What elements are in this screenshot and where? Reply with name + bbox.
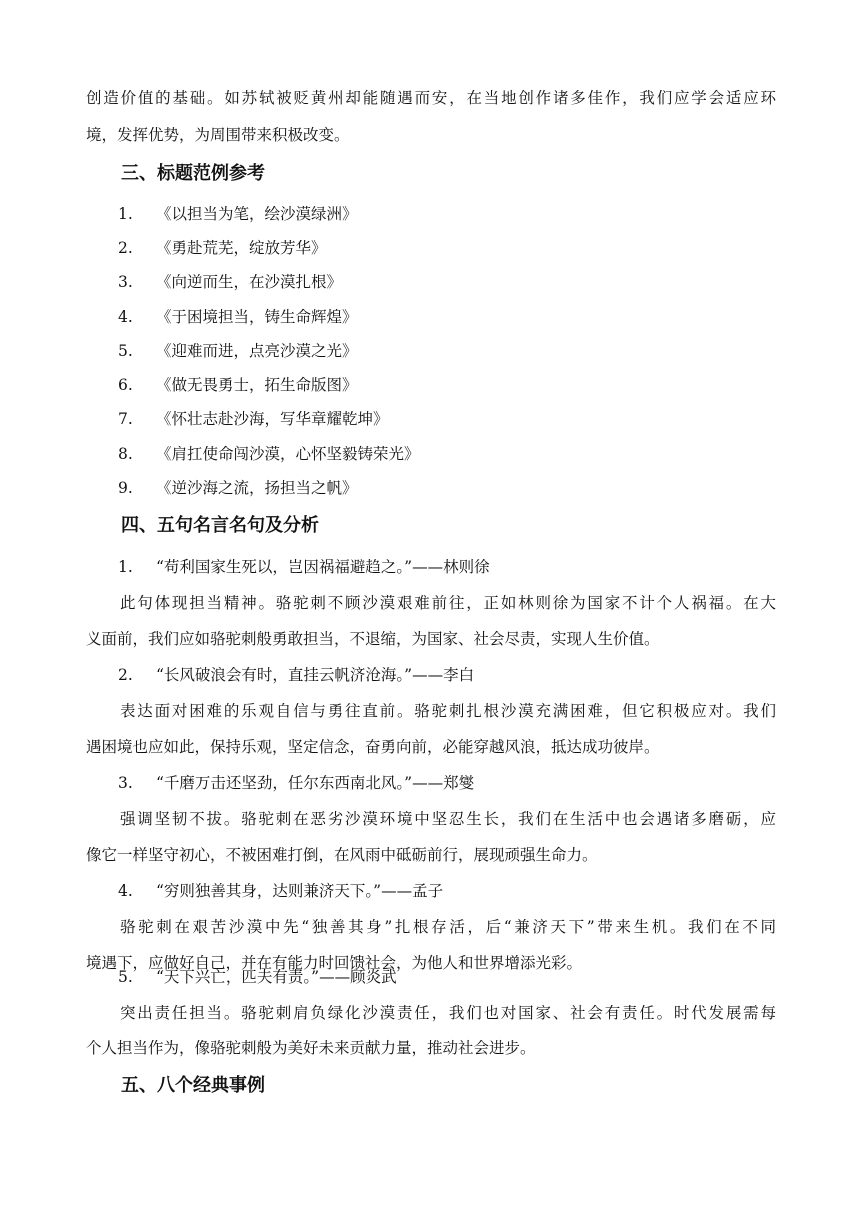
analysis-line: 个人担当作为，像骆驼刺般为美好未来贡献力量，推动社会进步。 [86, 1039, 536, 1057]
analysis-line: 表达面对困难的乐观自信与勇往直前。骆驼刺扎根沙漠充满困难，但它积极应对。我们 [120, 702, 776, 720]
analysis-line: 像它一样坚守初心，不被困难打倒，在风雨中砥砺前行，展现顽强生命力。 [86, 846, 598, 864]
list-item: 6. 《做无畏勇士，拓生命版图》 [118, 376, 358, 394]
list-item: 2. 《勇赴荒芜，绽放芳华》 [118, 239, 327, 257]
list-item: 3. 《向逆而生，在沙漠扎根》 [118, 273, 343, 291]
analysis-line: 骆驼刺在艰苦沙漠中先“独善其身”扎根存活，后“兼济天下”带来生机。我们在不同 [120, 918, 776, 936]
analysis-line: 强调坚韧不拔。骆驼刺在恶劣沙漠环境中坚忍生长，我们在生活中也会遇诸多磨砺，应 [120, 810, 776, 828]
quote-line: 3. “千磨万击还坚劲，任尔东西南北风。”——郑燮 [118, 774, 475, 792]
section-4-heading: 四、五句名言名句及分析 [121, 515, 319, 536]
analysis-line: 此句体现担当精神。骆驼刺不顾沙漠艰难前往，正如林则徐为国家不计个人祸福。在大 [120, 594, 776, 612]
section-3-heading: 三、标题范例参考 [121, 163, 265, 184]
section-5-heading: 五、八个经典事例 [121, 1075, 265, 1096]
intro-line-2: 境，发挥优势，为周围带来积极改变。 [86, 126, 350, 144]
analysis-line: 遇困境也应如此，保持乐观，坚定信念，奋勇向前，必能穿越风浪，抵达成功彼岸。 [86, 738, 660, 756]
analysis-line: 境遇下，应做好自己，并在有能力时回馈社会，为他人和世界增添光彩。 [86, 954, 583, 972]
quote-line: 5. “天下兴亡，匹夫有责。”——顾炎武 [118, 968, 397, 986]
list-item: 8. 《肩扛使命闯沙漠，心怀坚毅铸荣光》 [118, 445, 420, 463]
list-item: 7. 《怀壮志赴沙海，写华章耀乾坤》 [118, 410, 389, 428]
analysis-line: 突出责任担当。骆驼刺肩负绿化沙漠责任，我们也对国家、社会有责任。时代发展需每 [120, 1004, 776, 1022]
list-item: 4. 《于困境担当，铸生命辉煌》 [118, 308, 358, 326]
list-item: 1. 《以担当为笔，绘沙漠绿洲》 [118, 205, 358, 223]
quote-line: 1. “苟利国家生死以，岂因祸福避趋之。”——林则徐 [118, 558, 490, 576]
list-item: 9. 《逆沙海之流，扬担当之帆》 [118, 479, 358, 497]
analysis-line: 义面前，我们应如骆驼刺般勇敢担当，不退缩，为国家、社会尽责，实现人生价值。 [86, 630, 660, 648]
quote-line: 4. “穷则独善其身，达则兼济天下。”——孟子 [118, 882, 444, 900]
quote-line: 2. “长风破浪会有时，直挂云帆济沧海。”——李白 [118, 666, 475, 684]
intro-line-1: 创造价值的基础。如苏轼被贬黄州却能随遇而安，在当地创作诸多佳作，我们应学会适应环 [86, 89, 776, 107]
list-item: 5. 《迎难而进，点亮沙漠之光》 [118, 342, 358, 360]
